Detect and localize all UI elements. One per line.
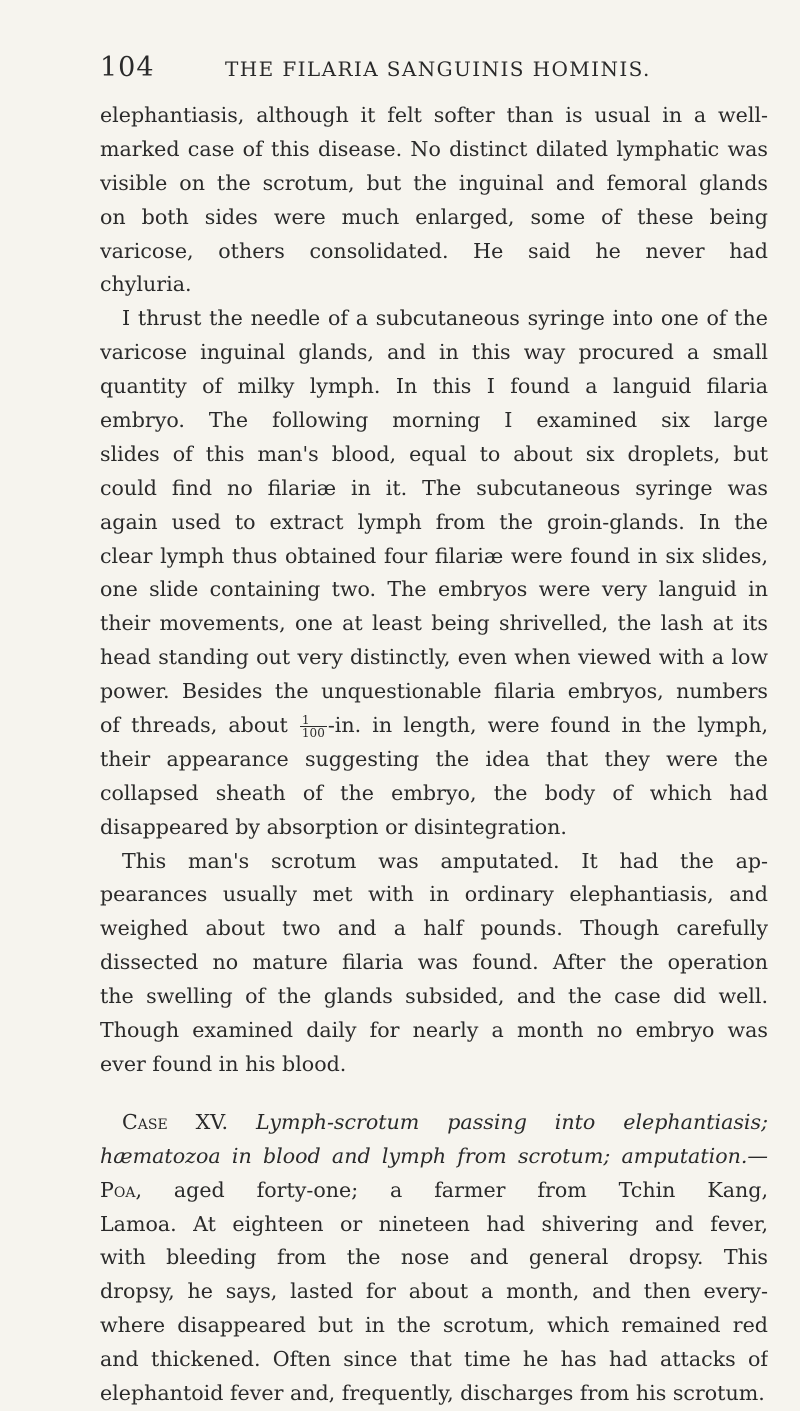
text-line: again used to extract lymph from the groin-glands. In the xyxy=(100,509,768,534)
text-line: quantity of milky lymph. In this I found a languid filaria xyxy=(100,374,768,399)
text-line: marked case of this disease. No distinct dilated lymphatic was xyxy=(100,136,768,161)
text-line: clear lymph thus obtained four filariæ were found in six slides, xyxy=(100,543,768,568)
fraction xyxy=(300,714,327,739)
text-line: and thickened. Often since that time he has had attacks of xyxy=(100,1347,768,1372)
fraction-line-before: of threads, about xyxy=(100,713,288,738)
text-line: their appearance suggesting the idea that they were the xyxy=(100,746,768,771)
text-line: dropsy, he says, lasted for about a month, and then every- xyxy=(100,1279,768,1304)
text-line: elephantiasis, although it felt softer than is usual in a well- xyxy=(100,103,768,127)
text-line: on both sides were much enlarged, some of these being xyxy=(100,204,768,229)
text-line xyxy=(100,1174,768,1208)
patient-details: aged forty-one; a farmer from Tchin Kang, xyxy=(173,1177,768,1202)
text-line: elephantoid fever and, frequently, discharges from his scrotum. xyxy=(100,1380,765,1405)
text-line: pearances usually met with in ordinary elephantiasis, and xyxy=(100,882,768,907)
page-header xyxy=(100,52,740,84)
text-line: their movements, one at least being shrivelled, the lash at its xyxy=(100,611,768,636)
text-line: one slide containing two. The embryos were very languid in xyxy=(100,577,768,602)
text-line: chyluria. xyxy=(100,272,192,297)
section-gap xyxy=(100,1082,768,1106)
patient-name: Poa, xyxy=(100,1177,142,1202)
running-title: THE FILARIA SANGUINIS HOMINIS. xyxy=(225,57,651,81)
text-line: disappeared by absorption or disintegration. xyxy=(100,814,567,839)
text-line: head standing out very distinctly, even when viewed with a low xyxy=(100,645,768,670)
fraction-numerator: 1 xyxy=(300,714,327,727)
text-line: ever found in his blood. xyxy=(100,1051,347,1076)
text-line: varicose inguinal glands, and in this way procured a small xyxy=(100,340,768,365)
text-line-fraction xyxy=(100,709,768,743)
case-label: Case XV. xyxy=(122,1109,229,1134)
body-text xyxy=(100,99,768,1411)
text-line: could find no filariæ in it. The subcutaneous syringe was xyxy=(100,475,768,500)
text-line: I thrust the needle of a subcutaneous syringe into one of the xyxy=(122,306,768,331)
case-heading-line xyxy=(100,1106,768,1140)
text-line: dissected no mature filaria was found. After the operation xyxy=(100,950,768,975)
text-line: weighed about two and a half pounds. Though carefully xyxy=(100,916,768,941)
text-line: This man's scrotum was amputated. It had the ap- xyxy=(122,848,768,873)
text-line: visible on the scrotum, but the inguinal and femoral glands xyxy=(100,170,768,195)
text-line: the swelling of the glands subsided, and the case did well. xyxy=(100,984,768,1009)
fraction-denominator: 100 xyxy=(301,726,325,741)
fraction-line-after: -in. in length, were found in the lymph, xyxy=(327,713,768,738)
text-line: Though examined daily for nearly a month no embryo was xyxy=(100,1018,768,1043)
text-line: Lamoa. At eighteen or nineteen had shivering and fever, xyxy=(100,1211,768,1236)
text-line: slides of this man's blood, equal to about six droplets, but xyxy=(100,441,768,466)
text-line: power. Besides the unquestionable filaria embryos, numbers xyxy=(100,679,768,704)
page-number: 104 xyxy=(100,52,155,83)
text-line: embryo. The following morning I examined six large xyxy=(100,408,768,433)
text-line: varicose, others consolidated. He said he never had xyxy=(100,238,768,263)
text-line: where disappeared but in the scrotum, which remained red xyxy=(100,1313,768,1338)
case-title-part1: Lymph-scrotum passing into elephantiasis; xyxy=(256,1109,768,1134)
text-line: with bleeding from the nose and general dropsy. This xyxy=(100,1245,768,1270)
case-title-part2: hæmatozoa in blood and lymph from scrotum; amputation.— xyxy=(100,1143,768,1168)
text-line: collapsed sheath of the embryo, the body of which had xyxy=(100,780,768,805)
